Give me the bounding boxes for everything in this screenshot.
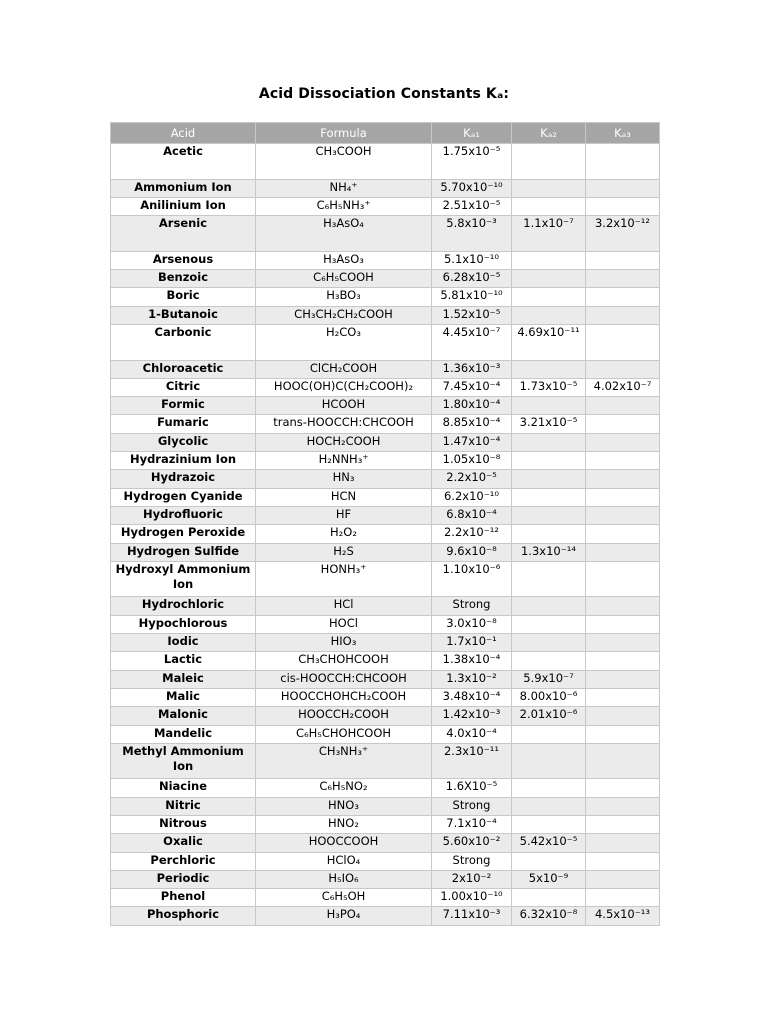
cell-ka1: 7.1x10⁻⁴ <box>432 815 512 833</box>
cell-formula: C₆H₅NO₂ <box>256 779 432 797</box>
cell-formula: CH₃CH₂CH₂COOH <box>256 306 432 324</box>
cell-formula: HOOC(OH)C(CH₂COOH)₂ <box>256 378 432 396</box>
cell-ka2: 6.32x10⁻⁸ <box>512 907 586 925</box>
cell-ka3 <box>586 634 660 652</box>
table-row <box>111 889 660 907</box>
cell-formula: C₆H₅OH <box>256 889 432 907</box>
cell-ka2 <box>512 525 586 543</box>
cell-acid: Hydrazoic <box>111 470 256 488</box>
cell-ka3 <box>586 415 660 433</box>
table-header-row <box>111 123 660 144</box>
cell-acid: Phenol <box>111 889 256 907</box>
cell-formula: C₆H₅COOH <box>256 270 432 288</box>
cell-ka2 <box>512 306 586 324</box>
cell-ka1: 2.3x10⁻¹¹ <box>432 743 512 779</box>
cell-ka3 <box>586 506 660 524</box>
cell-acid: Iodic <box>111 634 256 652</box>
header-ka1: Kₐ₁ <box>432 123 512 144</box>
page-title: Acid Dissociation Constants Kₐ: <box>258 86 510 102</box>
cell-formula: C₆H₅CHOHCOOH <box>256 725 432 743</box>
cell-ka1: 1.6X10⁻⁵ <box>432 779 512 797</box>
cell-acid: Mandelic <box>111 725 256 743</box>
cell-acid: Hypochlorous <box>111 615 256 633</box>
cell-ka2 <box>512 889 586 907</box>
cell-formula: HF <box>256 506 432 524</box>
cell-ka2 <box>512 597 586 615</box>
cell-ka3 <box>586 615 660 633</box>
cell-formula: HNO₃ <box>256 797 432 815</box>
cell-formula: H₃BO₃ <box>256 288 432 306</box>
cell-ka3 <box>586 488 660 506</box>
table-row <box>111 670 660 688</box>
cell-ka2 <box>512 270 586 288</box>
cell-formula: HOOCCH₂COOH <box>256 707 432 725</box>
cell-formula: HN₃ <box>256 470 432 488</box>
cell-ka1: 7.45x10⁻⁴ <box>432 378 512 396</box>
table-row <box>111 197 660 215</box>
cell-ka1: 2.2x10⁻¹² <box>432 525 512 543</box>
cell-ka2 <box>512 433 586 451</box>
table-row <box>111 216 660 252</box>
cell-ka1: 9.6x10⁻⁸ <box>432 543 512 561</box>
cell-ka2 <box>512 397 586 415</box>
table-row <box>111 615 660 633</box>
cell-acid: Citric <box>111 378 256 396</box>
table-row <box>111 144 660 180</box>
cell-ka1: 1.80x10⁻⁴ <box>432 397 512 415</box>
cell-ka2: 1.73x10⁻⁵ <box>512 378 586 396</box>
table-row <box>111 378 660 396</box>
cell-ka1: 6.2x10⁻¹⁰ <box>432 488 512 506</box>
cell-ka3 <box>586 543 660 561</box>
cell-ka3: 4.02x10⁻⁷ <box>586 378 660 396</box>
cell-ka3 <box>586 360 660 378</box>
cell-ka3 <box>586 470 660 488</box>
cell-ka3 <box>586 870 660 888</box>
cell-ka1: 2.2x10⁻⁵ <box>432 470 512 488</box>
cell-ka3 <box>586 251 660 269</box>
cell-formula: HIO₃ <box>256 634 432 652</box>
cell-ka1: 1.38x10⁻⁴ <box>432 652 512 670</box>
table-row <box>111 270 660 288</box>
cell-ka3 <box>586 561 660 597</box>
cell-acid: Glycolic <box>111 433 256 451</box>
cell-acid: Periodic <box>111 870 256 888</box>
cell-acid: Anilinium Ion <box>111 197 256 215</box>
cell-ka1: 6.8x10⁻⁴ <box>432 506 512 524</box>
cell-ka2 <box>512 488 586 506</box>
cell-ka1: 1.00x10⁻¹⁰ <box>432 889 512 907</box>
cell-ka2: 1.3x10⁻¹⁴ <box>512 543 586 561</box>
cell-formula: H₂CO₃ <box>256 324 432 360</box>
cell-formula: H₃AsO₃ <box>256 251 432 269</box>
cell-ka3 <box>586 797 660 815</box>
table-row <box>111 397 660 415</box>
cell-ka2: 2.01x10⁻⁶ <box>512 707 586 725</box>
table-row <box>111 797 660 815</box>
cell-acid: Perchloric <box>111 852 256 870</box>
cell-ka1: 8.85x10⁻⁴ <box>432 415 512 433</box>
cell-ka2 <box>512 179 586 197</box>
table-row <box>111 688 660 706</box>
cell-acid: Arsenous <box>111 251 256 269</box>
cell-ka2 <box>512 506 586 524</box>
cell-formula: CH₃CHOHCOOH <box>256 652 432 670</box>
cell-formula: HCN <box>256 488 432 506</box>
cell-ka2 <box>512 251 586 269</box>
cell-ka2 <box>512 452 586 470</box>
cell-ka3 <box>586 743 660 779</box>
cell-formula: HNO₂ <box>256 815 432 833</box>
cell-ka1: 1.75x10⁻⁵ <box>432 144 512 180</box>
cell-ka2: 8.00x10⁻⁶ <box>512 688 586 706</box>
table-row <box>111 907 660 925</box>
cell-ka1: Strong <box>432 797 512 815</box>
cell-formula: H₅IO₆ <box>256 870 432 888</box>
table-row <box>111 852 660 870</box>
cell-ka1: 7.11x10⁻³ <box>432 907 512 925</box>
cell-acid: Niacine <box>111 779 256 797</box>
cell-ka3 <box>586 852 660 870</box>
cell-formula: H₂S <box>256 543 432 561</box>
table-row <box>111 179 660 197</box>
cell-ka1: 1.05x10⁻⁸ <box>432 452 512 470</box>
cell-ka3: 4.5x10⁻¹³ <box>586 907 660 925</box>
cell-formula: HClO₄ <box>256 852 432 870</box>
cell-acid: Hydroxyl Ammonium Ion <box>111 561 256 597</box>
table-row <box>111 452 660 470</box>
table-row <box>111 288 660 306</box>
table-row <box>111 525 660 543</box>
cell-ka3 <box>586 688 660 706</box>
cell-ka1: 5.70x10⁻¹⁰ <box>432 179 512 197</box>
cell-ka3 <box>586 452 660 470</box>
cell-acid: Carbonic <box>111 324 256 360</box>
cell-acid: Hydrochloric <box>111 597 256 615</box>
cell-formula: CH₃NH₃⁺ <box>256 743 432 779</box>
cell-ka2: 3.21x10⁻⁵ <box>512 415 586 433</box>
table-row <box>111 433 660 451</box>
cell-acid: Fumaric <box>111 415 256 433</box>
cell-ka1: 5.81x10⁻¹⁰ <box>432 288 512 306</box>
header-formula: Formula <box>256 123 432 144</box>
cell-ka3 <box>586 197 660 215</box>
header-acid: Acid <box>111 123 256 144</box>
cell-ka1: 3.0x10⁻⁸ <box>432 615 512 633</box>
cell-formula: HCl <box>256 597 432 615</box>
cell-ka3 <box>586 652 660 670</box>
table-row <box>111 707 660 725</box>
acid-constants-table <box>110 122 660 926</box>
table-row <box>111 597 660 615</box>
cell-ka3 <box>586 433 660 451</box>
cell-ka2 <box>512 852 586 870</box>
cell-formula: H₃PO₄ <box>256 907 432 925</box>
cell-ka1: 1.3x10⁻² <box>432 670 512 688</box>
cell-acid: Ammonium Ion <box>111 179 256 197</box>
cell-ka3 <box>586 306 660 324</box>
cell-ka2: 5.42x10⁻⁵ <box>512 834 586 852</box>
table-row <box>111 251 660 269</box>
cell-formula: ClCH₂COOH <box>256 360 432 378</box>
cell-ka1: 5.1x10⁻¹⁰ <box>432 251 512 269</box>
cell-acid: Methyl Ammonium Ion <box>111 743 256 779</box>
cell-ka1: 2x10⁻² <box>432 870 512 888</box>
cell-ka2 <box>512 797 586 815</box>
cell-acid: Chloroacetic <box>111 360 256 378</box>
cell-formula: trans-HOOCCH:CHCOOH <box>256 415 432 433</box>
table-body <box>111 144 660 926</box>
cell-ka3 <box>586 779 660 797</box>
cell-acid: Malonic <box>111 707 256 725</box>
cell-ka2: 5x10⁻⁹ <box>512 870 586 888</box>
table-row <box>111 415 660 433</box>
cell-acid: Oxalic <box>111 834 256 852</box>
table-row <box>111 634 660 652</box>
cell-ka1: 5.8x10⁻³ <box>432 216 512 252</box>
cell-ka3 <box>586 397 660 415</box>
cell-ka3 <box>586 144 660 180</box>
cell-formula: HOCl <box>256 615 432 633</box>
cell-ka1: Strong <box>432 597 512 615</box>
cell-acid: Hydrofluoric <box>111 506 256 524</box>
table-row <box>111 306 660 324</box>
table-row <box>111 743 660 779</box>
cell-acid: Hydrogen Cyanide <box>111 488 256 506</box>
cell-ka2 <box>512 634 586 652</box>
cell-ka3 <box>586 834 660 852</box>
cell-ka1: Strong <box>432 852 512 870</box>
table-row <box>111 506 660 524</box>
table-row <box>111 870 660 888</box>
cell-formula: HOOCCOOH <box>256 834 432 852</box>
cell-acid: Formic <box>111 397 256 415</box>
cell-ka1: 6.28x10⁻⁵ <box>432 270 512 288</box>
cell-acid: Acetic <box>111 144 256 180</box>
cell-ka3 <box>586 179 660 197</box>
table-row <box>111 360 660 378</box>
cell-formula: C₆H₅NH₃⁺ <box>256 197 432 215</box>
cell-ka3 <box>586 670 660 688</box>
cell-formula: H₃AsO₄ <box>256 216 432 252</box>
cell-acid: Hydrazinium Ion <box>111 452 256 470</box>
cell-formula: H₂NNH₃⁺ <box>256 452 432 470</box>
cell-acid: 1-Butanoic <box>111 306 256 324</box>
cell-ka2 <box>512 197 586 215</box>
cell-ka3 <box>586 889 660 907</box>
header-ka3: Kₐ₃ <box>586 123 660 144</box>
cell-acid: Maleic <box>111 670 256 688</box>
cell-formula: HCOOH <box>256 397 432 415</box>
cell-ka1: 1.36x10⁻³ <box>432 360 512 378</box>
table-row <box>111 561 660 597</box>
cell-ka2 <box>512 288 586 306</box>
cell-ka2: 1.1x10⁻⁷ <box>512 216 586 252</box>
cell-ka1: 1.7x10⁻¹ <box>432 634 512 652</box>
cell-ka3: 3.2x10⁻¹² <box>586 216 660 252</box>
cell-acid: Boric <box>111 288 256 306</box>
cell-ka2 <box>512 144 586 180</box>
cell-ka2 <box>512 360 586 378</box>
cell-formula: HONH₃⁺ <box>256 561 432 597</box>
cell-ka2: 5.9x10⁻⁷ <box>512 670 586 688</box>
table-row <box>111 324 660 360</box>
cell-ka1: 1.42x10⁻³ <box>432 707 512 725</box>
cell-acid: Phosphoric <box>111 907 256 925</box>
table-row <box>111 488 660 506</box>
cell-ka2 <box>512 470 586 488</box>
table-row <box>111 470 660 488</box>
cell-acid: Malic <box>111 688 256 706</box>
cell-ka2: 4.69x10⁻¹¹ <box>512 324 586 360</box>
table-row <box>111 725 660 743</box>
cell-ka1: 1.10x10⁻⁶ <box>432 561 512 597</box>
cell-acid: Hydrogen Peroxide <box>111 525 256 543</box>
cell-ka2 <box>512 561 586 597</box>
cell-ka2 <box>512 615 586 633</box>
cell-ka1: 2.51x10⁻⁵ <box>432 197 512 215</box>
cell-acid: Benzoic <box>111 270 256 288</box>
cell-ka1: 3.48x10⁻⁴ <box>432 688 512 706</box>
table-row <box>111 779 660 797</box>
cell-ka1: 4.45x10⁻⁷ <box>432 324 512 360</box>
cell-ka1: 1.52x10⁻⁵ <box>432 306 512 324</box>
table-row <box>111 815 660 833</box>
cell-ka2 <box>512 779 586 797</box>
cell-acid: Hydrogen Sulfide <box>111 543 256 561</box>
cell-ka3 <box>586 597 660 615</box>
cell-formula: HOOCCHOHCH₂COOH <box>256 688 432 706</box>
cell-ka2 <box>512 743 586 779</box>
cell-formula: cis-HOOCCH:CHCOOH <box>256 670 432 688</box>
cell-ka2 <box>512 815 586 833</box>
cell-ka2 <box>512 652 586 670</box>
cell-ka3 <box>586 815 660 833</box>
cell-formula: H₂O₂ <box>256 525 432 543</box>
cell-formula: HOCH₂COOH <box>256 433 432 451</box>
header-ka2: Kₐ₂ <box>512 123 586 144</box>
cell-ka3 <box>586 270 660 288</box>
cell-ka1: 1.47x10⁻⁴ <box>432 433 512 451</box>
cell-ka3 <box>586 324 660 360</box>
cell-ka3 <box>586 725 660 743</box>
cell-acid: Nitrous <box>111 815 256 833</box>
cell-ka3 <box>586 525 660 543</box>
cell-ka3 <box>586 288 660 306</box>
cell-acid: Lactic <box>111 652 256 670</box>
table-row <box>111 543 660 561</box>
table-row <box>111 834 660 852</box>
cell-ka3 <box>586 707 660 725</box>
cell-acid: Arsenic <box>111 216 256 252</box>
cell-formula: NH₄⁺ <box>256 179 432 197</box>
table-row <box>111 652 660 670</box>
cell-formula: CH₃COOH <box>256 144 432 180</box>
cell-ka2 <box>512 725 586 743</box>
cell-ka1: 5.60x10⁻² <box>432 834 512 852</box>
cell-ka1: 4.0x10⁻⁴ <box>432 725 512 743</box>
cell-acid: Nitric <box>111 797 256 815</box>
